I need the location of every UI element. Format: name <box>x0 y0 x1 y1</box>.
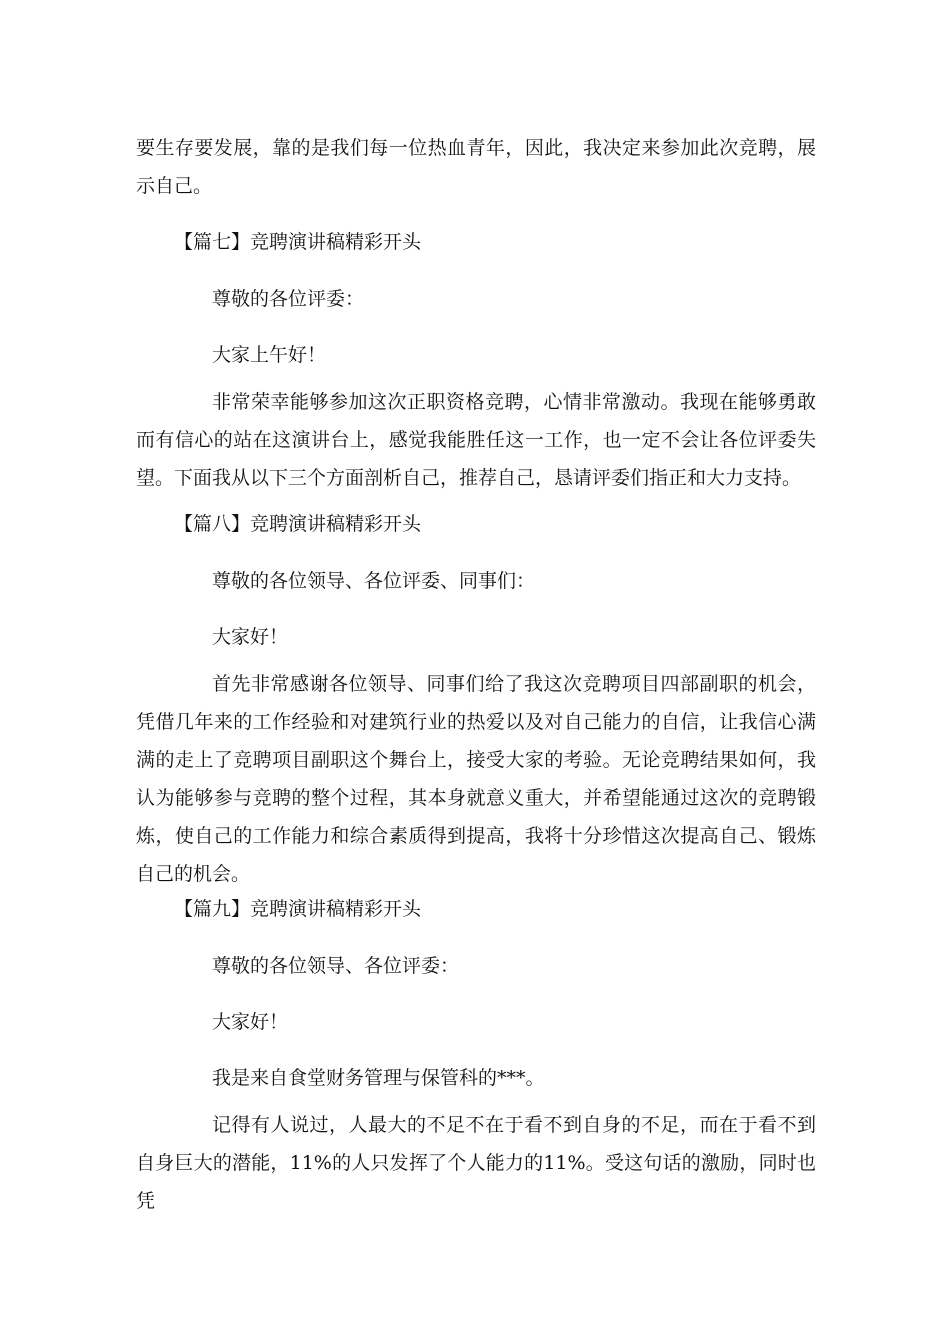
salutation: 尊敬的各位领导、各位评委： <box>212 955 460 977</box>
salutation: 尊敬的各位评委： <box>212 288 365 310</box>
body-paragraph: 记得有人说过，人最大的不足不在于看不到自身的不足，而在于看不到自身巨大的潜能，11%的人只发挥了个人能力的11%。受这句话的激励，同时也凭 <box>136 1114 816 1212</box>
paragraph-continuation: 要生存要发展，靠的是我们每一位热血青年，因此，我决定来参加此次竞聘，展示自己。 <box>136 137 816 197</box>
greeting: 大家上午好！ <box>212 344 327 366</box>
section-heading-7: 【篇七】竞聘演讲稿精彩开头 <box>174 231 422 253</box>
body-paragraph: 非常荣幸能够参加这次正职资格竞聘，心情非常激动。我现在能够勇敢而有信心的站在这演讲台上，感觉我能胜任这一工作，也一定不会让各位评委失望。下面我从以下三个方面剖析自己，推荐自己，恳请评委们指正和大力支持。 <box>136 391 816 489</box>
body-paragraph: 首先非常感谢各位领导、同事们给了我这次竞聘项目四部副职的机会，凭借几年来的工作经验和对建筑行业的热爱以及对自己能力的自信，让我信心满满的走上了竞聘项目副职这个舞台上，接受大家的考验。无论竞聘结果如何，我认为能够参与竞聘的整个过程，其本身就意义重大，并希望能通过这次的竞聘锻炼，使自己的工作能力和综合素质得到提高，我将十分珍惜这次提高自己、锻炼自己的机会。 <box>136 673 816 885</box>
section-heading-8: 【篇八】竞聘演讲稿精彩开头 <box>174 513 422 535</box>
introduction: 我是来自食堂财务管理与保管科的***。 <box>212 1067 545 1089</box>
greeting: 大家好！ <box>212 1011 289 1033</box>
greeting: 大家好！ <box>212 626 289 648</box>
section-heading-9: 【篇九】竞聘演讲稿精彩开头 <box>174 898 422 920</box>
salutation: 尊敬的各位领导、各位评委、同事们： <box>212 570 536 592</box>
